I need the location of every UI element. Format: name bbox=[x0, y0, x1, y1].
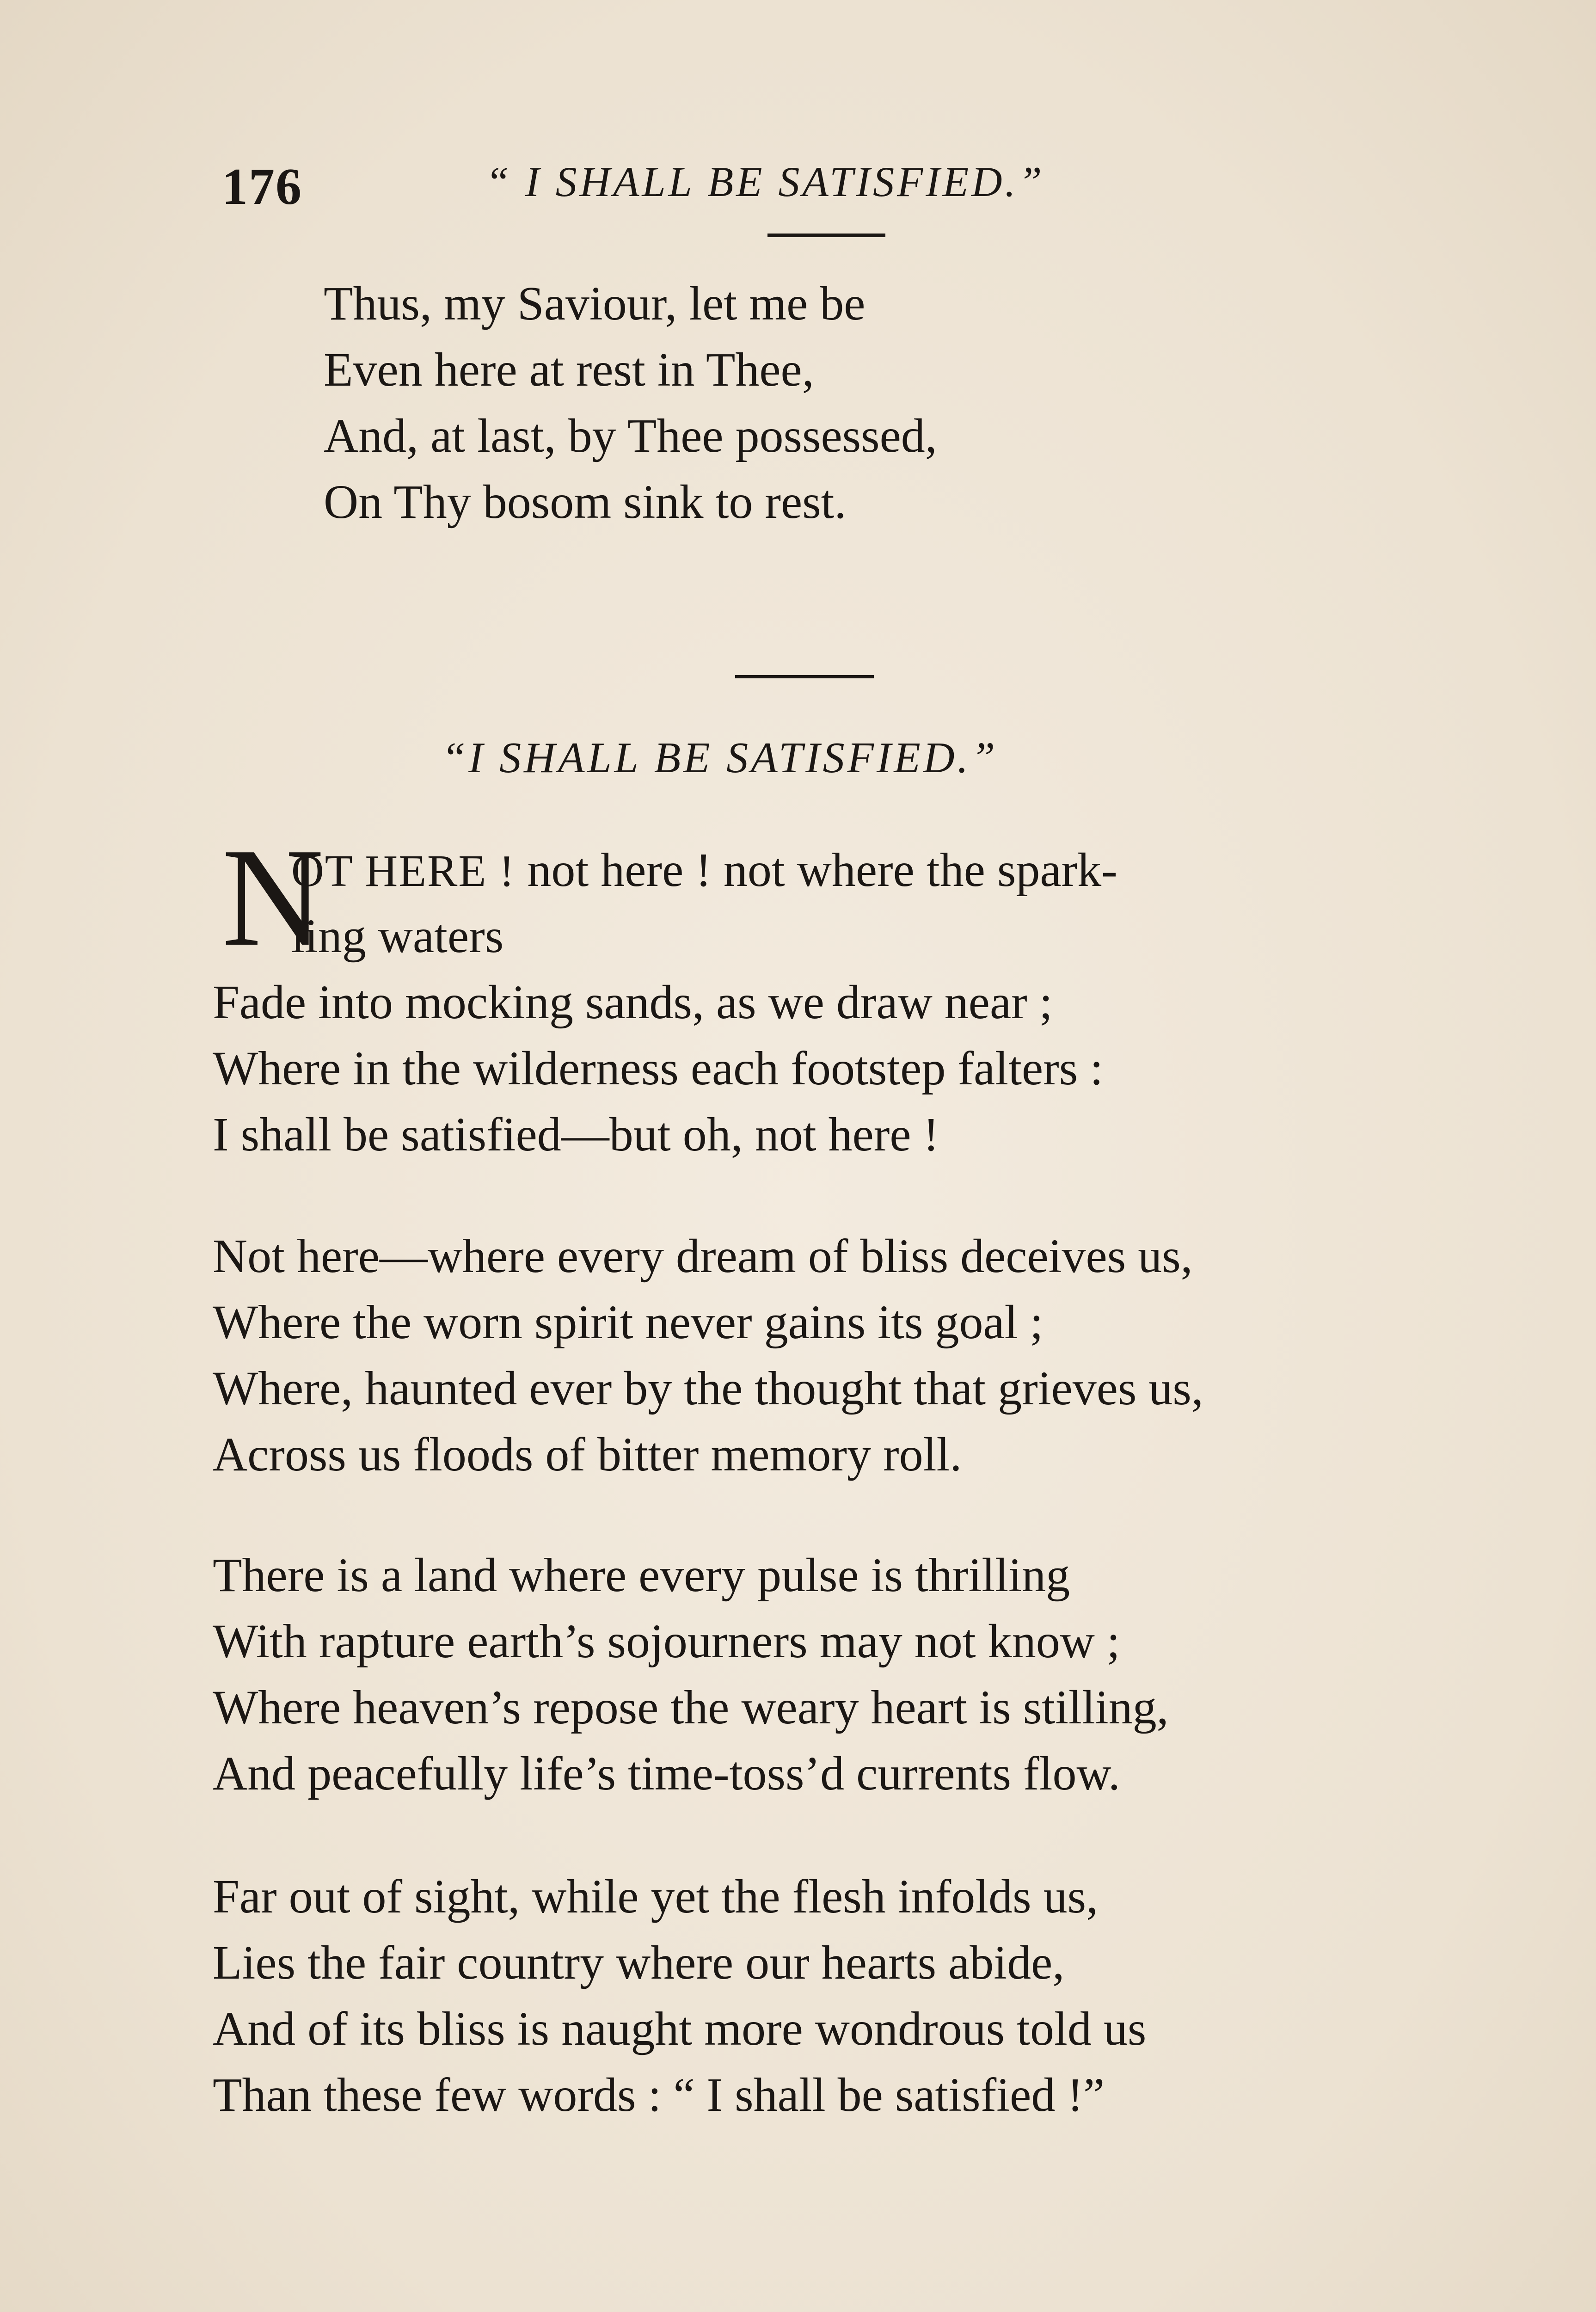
verse-line: Where, haunted ever by the thought that grieves us, bbox=[213, 1362, 1203, 1415]
page-number: 176 bbox=[222, 158, 302, 215]
verse-line: There is a land where every pulse is thrilling bbox=[213, 1549, 1070, 1602]
verse-line: Fade into mocking sands, as we draw near ; bbox=[213, 976, 1053, 1029]
drop-cap: N bbox=[222, 819, 324, 975]
verse-line: ling waters bbox=[291, 910, 504, 963]
verse-line: Far out of sight, while yet the flesh infolds us, bbox=[213, 1870, 1099, 1923]
verse-line: Thus, my Saviour, let me be bbox=[324, 277, 866, 330]
verse-line: I shall be satisfied—but oh, not here ! bbox=[213, 1108, 939, 1161]
verse-line: Than these few words : “ I shall be satisfied !” bbox=[213, 2068, 1105, 2121]
first-line-caps: OT HERE ! bbox=[291, 846, 516, 896]
verse-line: Across us floods of bitter memory roll. bbox=[213, 1428, 962, 1481]
header-rule bbox=[767, 234, 885, 237]
verse-line: Not here—where every dream of bliss deceives us, bbox=[213, 1230, 1193, 1283]
running-head bbox=[217, 157, 1419, 217]
verse-line: Even here at rest in Thee, bbox=[324, 343, 814, 396]
previous-poem-ending bbox=[324, 271, 937, 535]
verse-line: Where in the wilderness each footstep falters : bbox=[213, 1042, 1104, 1095]
verse-line: Where heaven’s repose the weary heart is stilling, bbox=[213, 1681, 1169, 1734]
stanza-3 bbox=[213, 1542, 1169, 1807]
verse-line: On Thy bosom sink to rest. bbox=[324, 475, 847, 529]
running-title: “ I SHALL BE SATISFIED.” bbox=[485, 158, 1045, 205]
verse-line: And peacefully life’s time-toss’d currents flow. bbox=[213, 1747, 1120, 1800]
stanza-4 bbox=[213, 1863, 1146, 2128]
verse-line bbox=[291, 837, 1117, 904]
poem-title: “I SHALL BE SATISFIED.” bbox=[442, 734, 998, 782]
section-divider-rule bbox=[735, 675, 874, 678]
first-line-rest: not here ! not where the spark- bbox=[515, 843, 1117, 897]
verse-line: And of its bliss is naught more wondrous told us bbox=[213, 2002, 1147, 2055]
verse-line: And, at last, by Thee possessed, bbox=[324, 409, 937, 462]
verse-line: With rapture earth’s sojourners may not know ; bbox=[213, 1615, 1120, 1668]
verse-line: Lies the fair country where our hearts abide, bbox=[213, 1936, 1065, 1989]
stanza-2 bbox=[213, 1223, 1203, 1488]
verse-line: Where the worn spirit never gains its goal ; bbox=[213, 1296, 1044, 1349]
